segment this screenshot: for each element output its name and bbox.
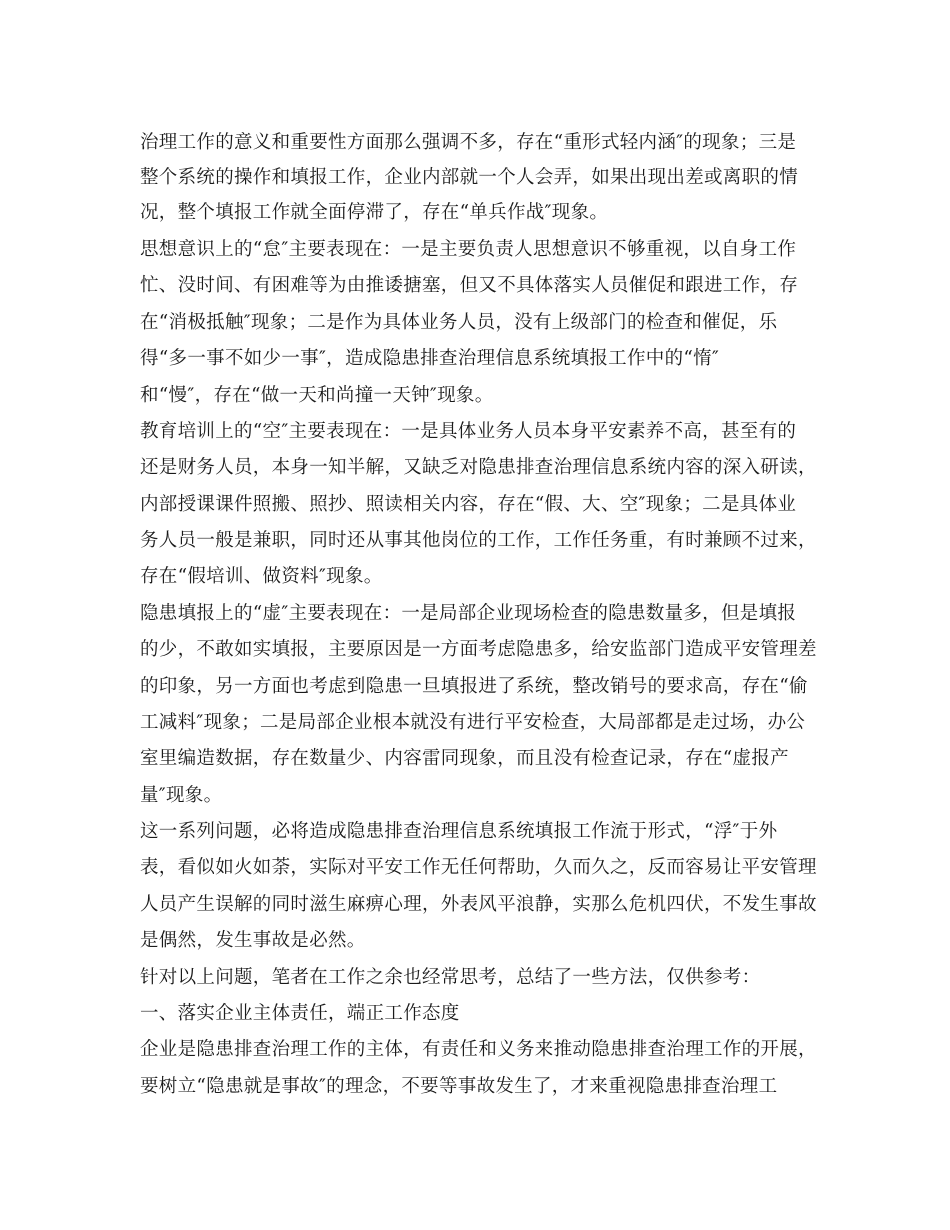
text-line: 和“慢″，存在“做一天和尚撞一天钟″现象。 bbox=[140, 385, 494, 406]
text-line: 企业是隐患排查治理工作的主体，有责任和义务来推动隐患排查治理工作的开展， bbox=[140, 1039, 817, 1060]
text-line: 要树立“隐患就是事故″的理念，不要等事故发生了，才来重视隐患排查治理工 bbox=[140, 1076, 778, 1097]
text-line: 教育培训上的“空″主要表现在：一是具体业务人员本身平安素养不高，甚至有的 bbox=[140, 421, 797, 442]
text-line: 治理工作的意义和重要性方面那么强调不多，存在“重形式轻内涵″的现象；三是 bbox=[140, 132, 797, 153]
text-line: 隐患填报上的“虚″主要表现在：一是局部企业现场检查的隐患数量多，但是填报 bbox=[140, 603, 797, 624]
section-heading: 一、落实企业主体责任，端正工作态度 bbox=[140, 1003, 460, 1024]
text-line: 的印象，另一方面也考虑到隐患一旦填报进了系统，整改销号的要求高，存在“偷 bbox=[140, 676, 808, 697]
text-line: 表，看似如火如荼，实际对平安工作无任何帮助，久而久之，反而容易让平安管理 bbox=[140, 857, 817, 878]
text-line: 得“多一事不如少一事″，造成隐患排查治理信息系统填报工作中的“惰″ bbox=[140, 348, 720, 369]
text-line: 况，整个填报工作就全面停滞了，存在“单兵作战″现象。 bbox=[140, 202, 609, 223]
text-line: 这一系列问题，必将造成隐患排查治理信息系统填报工作流于形式，“浮″于外 bbox=[140, 821, 778, 842]
text-line: 务人员一般是兼职，同时还从事其他岗位的工作，工作任务重，有时兼顾不过来， bbox=[140, 530, 817, 551]
text-line: 室里编造数据，存在数量少、内容雷同现象，而且没有检查记录，存在“虚报产 bbox=[140, 748, 789, 769]
text-line: 内部授课课件照搬、照抄、照读相关内容，存在“假、大、空″现象；二是具体业 bbox=[140, 494, 797, 515]
text-line: 工减料″现象；二是局部企业根本就没有进行平安检查，大局部都是走过场，办公 bbox=[140, 712, 806, 733]
text-line: 存在“假培训、做资料″现象。 bbox=[140, 566, 383, 587]
text-line: 忙、没时间、有困难等为由推诿搪塞，但又不具体落实人员催促和跟进工作，存 bbox=[140, 275, 799, 296]
text-line: 是偶然，发生事故是必然。 bbox=[140, 930, 366, 951]
text-line: 的少，不敢如实填报，主要原因是一方面考虑隐患多，给安监部门造成平安管理差 bbox=[140, 639, 817, 660]
text-line: 还是财务人员，本身一知半解，又缺乏对隐患排查治理信息系统内容的深入研读， bbox=[140, 457, 817, 478]
text-line: 人员产生误解的同时滋生麻痹心理，外表风平浪静，实那么危机四伏，不发生事故 bbox=[140, 894, 817, 915]
text-line: 量″现象。 bbox=[140, 785, 223, 806]
text-line: 整个系统的操作和填报工作，企业内部就一个人会弄，如果出现出差或离职的情 bbox=[140, 167, 799, 188]
text-line: 针对以上问题，笔者在工作之余也经常思考，总结了一些方法，仅供参考： bbox=[140, 967, 761, 988]
text-line: 思想意识上的“怠″主要表现在：一是主要负责人思想意识不够重视，以自身工作 bbox=[140, 239, 797, 260]
text-line: 在“消极抵触″现象；二是作为具体业务人员，没有上级部门的检查和催促，乐 bbox=[140, 312, 778, 333]
